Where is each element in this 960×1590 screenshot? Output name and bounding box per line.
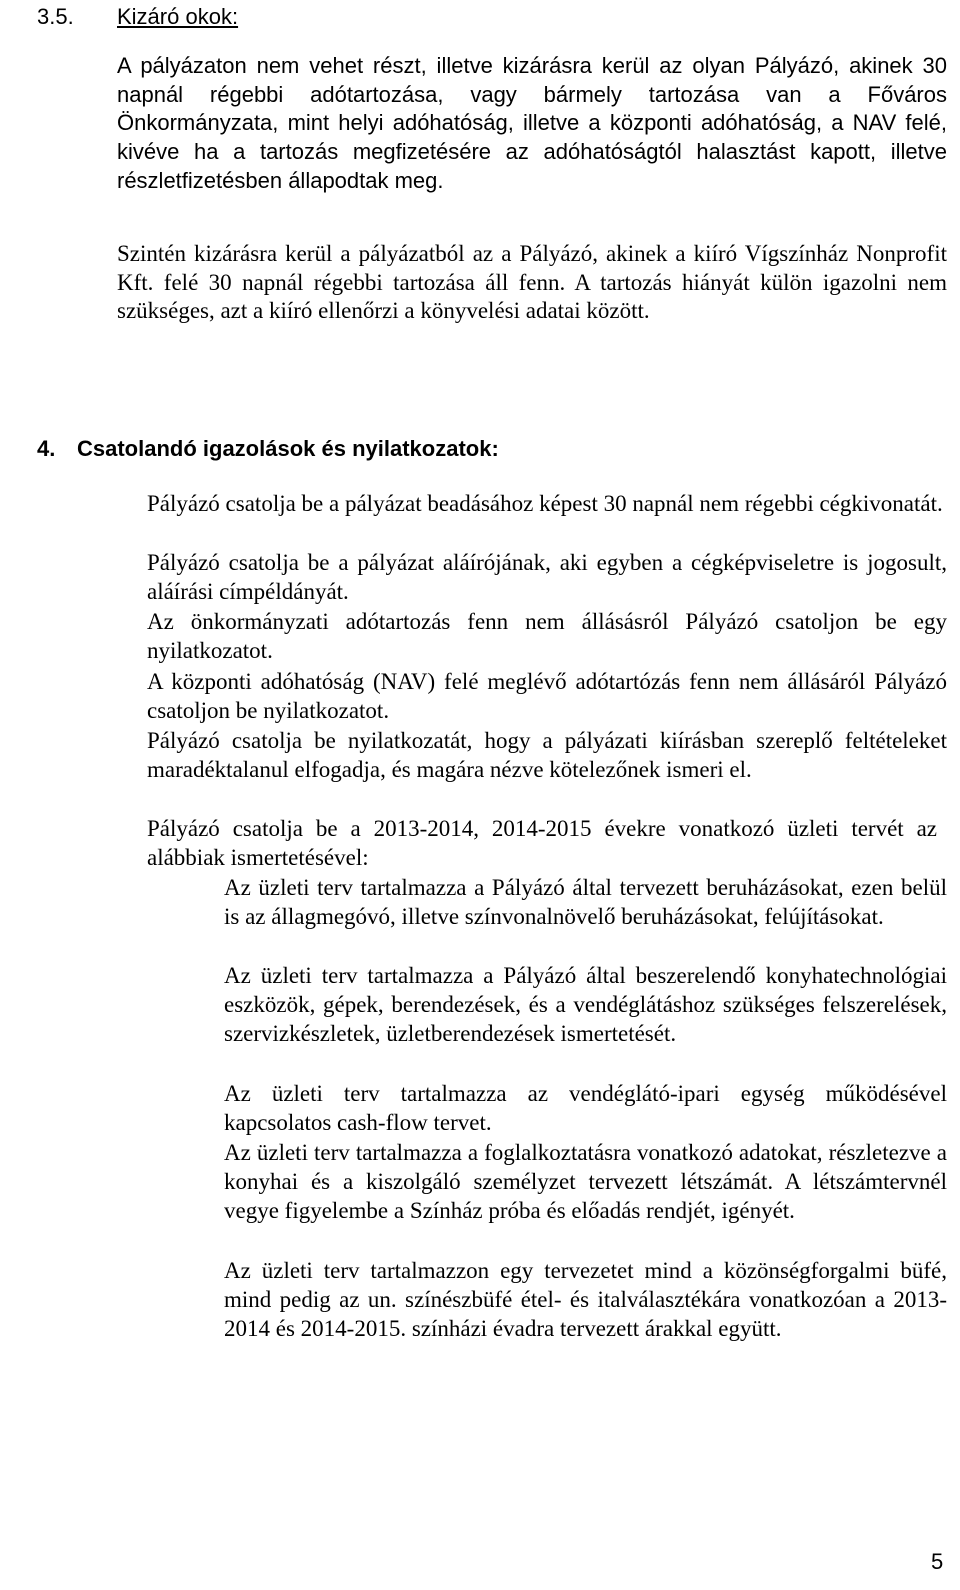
list-item: Pályázó csatolja be a pályázat beadásához képest 30 napnál nem régebbi cégkivonatát. xyxy=(147,491,943,516)
section-title: Csatolandó igazolások és nyilatkozatok: xyxy=(77,436,499,461)
page-number: 5 xyxy=(931,1549,944,1574)
list-item: Pályázó csatolja be a 2013-2014, 2014-2015 évekre vonatkozó üzleti tervét az alábbiak ismertetésével: xyxy=(147,816,937,870)
section-number: 3.5. xyxy=(37,4,74,29)
section-3-5-heading xyxy=(37,2,238,32)
section-4-heading xyxy=(37,434,499,464)
business-plan-sub-item: Az üzleti terv tartalmazza a Pályázó által beszerelendő konyhatechnológiai eszközök, gépek, berendezések, és a vendéglátáshoz szükséges felszerelések, szervizkészletek, üzletberendezések ismertetését. xyxy=(224,963,947,1046)
exclusion-paragraph-2: Szintén kizárásra kerül a pályázatból az a Pályázó, akinek a kiíró Vígszínház Nonprofit Kft. felé 30 napnál régebbi tartozása áll fenn. A tartozás hiányát külön igazolni nem szükséges, azt a kiíró ellenőrzi a könyvelési adatai között. xyxy=(117,241,947,324)
exclusion-paragraph-1: A pályázaton nem vehet részt, illetve kizárásra kerül az olyan Pályázó, akinek 30 napnál régebbi adótartozása, vagy bármely tartozása van a Főváros Önkormányzata, mint helyi adóhatóság, illetve a központi adóhatóság, a NAV felé, kivéve ha a tartozás megfizetésére az adóhatóságtól halasztást kapott, illetve részletfizetésben állapodtak meg. xyxy=(117,53,947,193)
list-item: Pályázó csatolja be a pályázat aláírójának, aki egyben a cégképviseletre is jogosult, aláírási címpéldányát. xyxy=(147,550,947,604)
section-number: 4. xyxy=(37,436,56,461)
list-item: Az önkormányzati adótartozás fenn nem állásásról Pályázó csatoljon be egy nyilatkozatot. xyxy=(147,609,947,663)
list-item: A központi adóhatóság (NAV) felé meglévő adótartózás fenn nem állásáról Pályázó csatoljon be nyilatkozatot. xyxy=(147,669,947,723)
list-item: Pályázó csatolja be nyilatkozatát, hogy a pályázati kiírásban szereplő feltételeket maradéktalanul elfogadja, és magára nézve kötelezőnek ismeri el. xyxy=(147,728,947,782)
business-plan-sub-item: Az üzleti terv tartalmazza a foglalkoztatásra vonatkozó adatokat, részletezve a konyhai és a kiszolgáló személyzet tervezett létszámát. A létszámtervnél vegye figyelembe a Színház próba és előadás rendjét, igényét. xyxy=(224,1140,947,1223)
business-plan-sub-item: Az üzleti terv tartalmazza a Pályázó által tervezett beruházásokat, ezen belül is az állagmegóvó, illetve színvonalnövelő beruházásokat, felújításokat. xyxy=(224,875,947,929)
section-title: Kizáró okok: xyxy=(117,4,239,29)
business-plan-sub-item: Az üzleti terv tartalmazza az vendéglátó-ipari egység működésével kapcsolatos cash-flow tervet. xyxy=(224,1081,947,1135)
business-plan-sub-item: Az üzleti terv tartalmazzon egy tervezetet mind a közönségforgalmi büfé, mind pedig az un. színészbüfé étel- és italválasztékára vonatkozóan a 2013-2014 és 2014-2015. színházi évadra tervezett árakkal együtt. xyxy=(224,1258,947,1341)
